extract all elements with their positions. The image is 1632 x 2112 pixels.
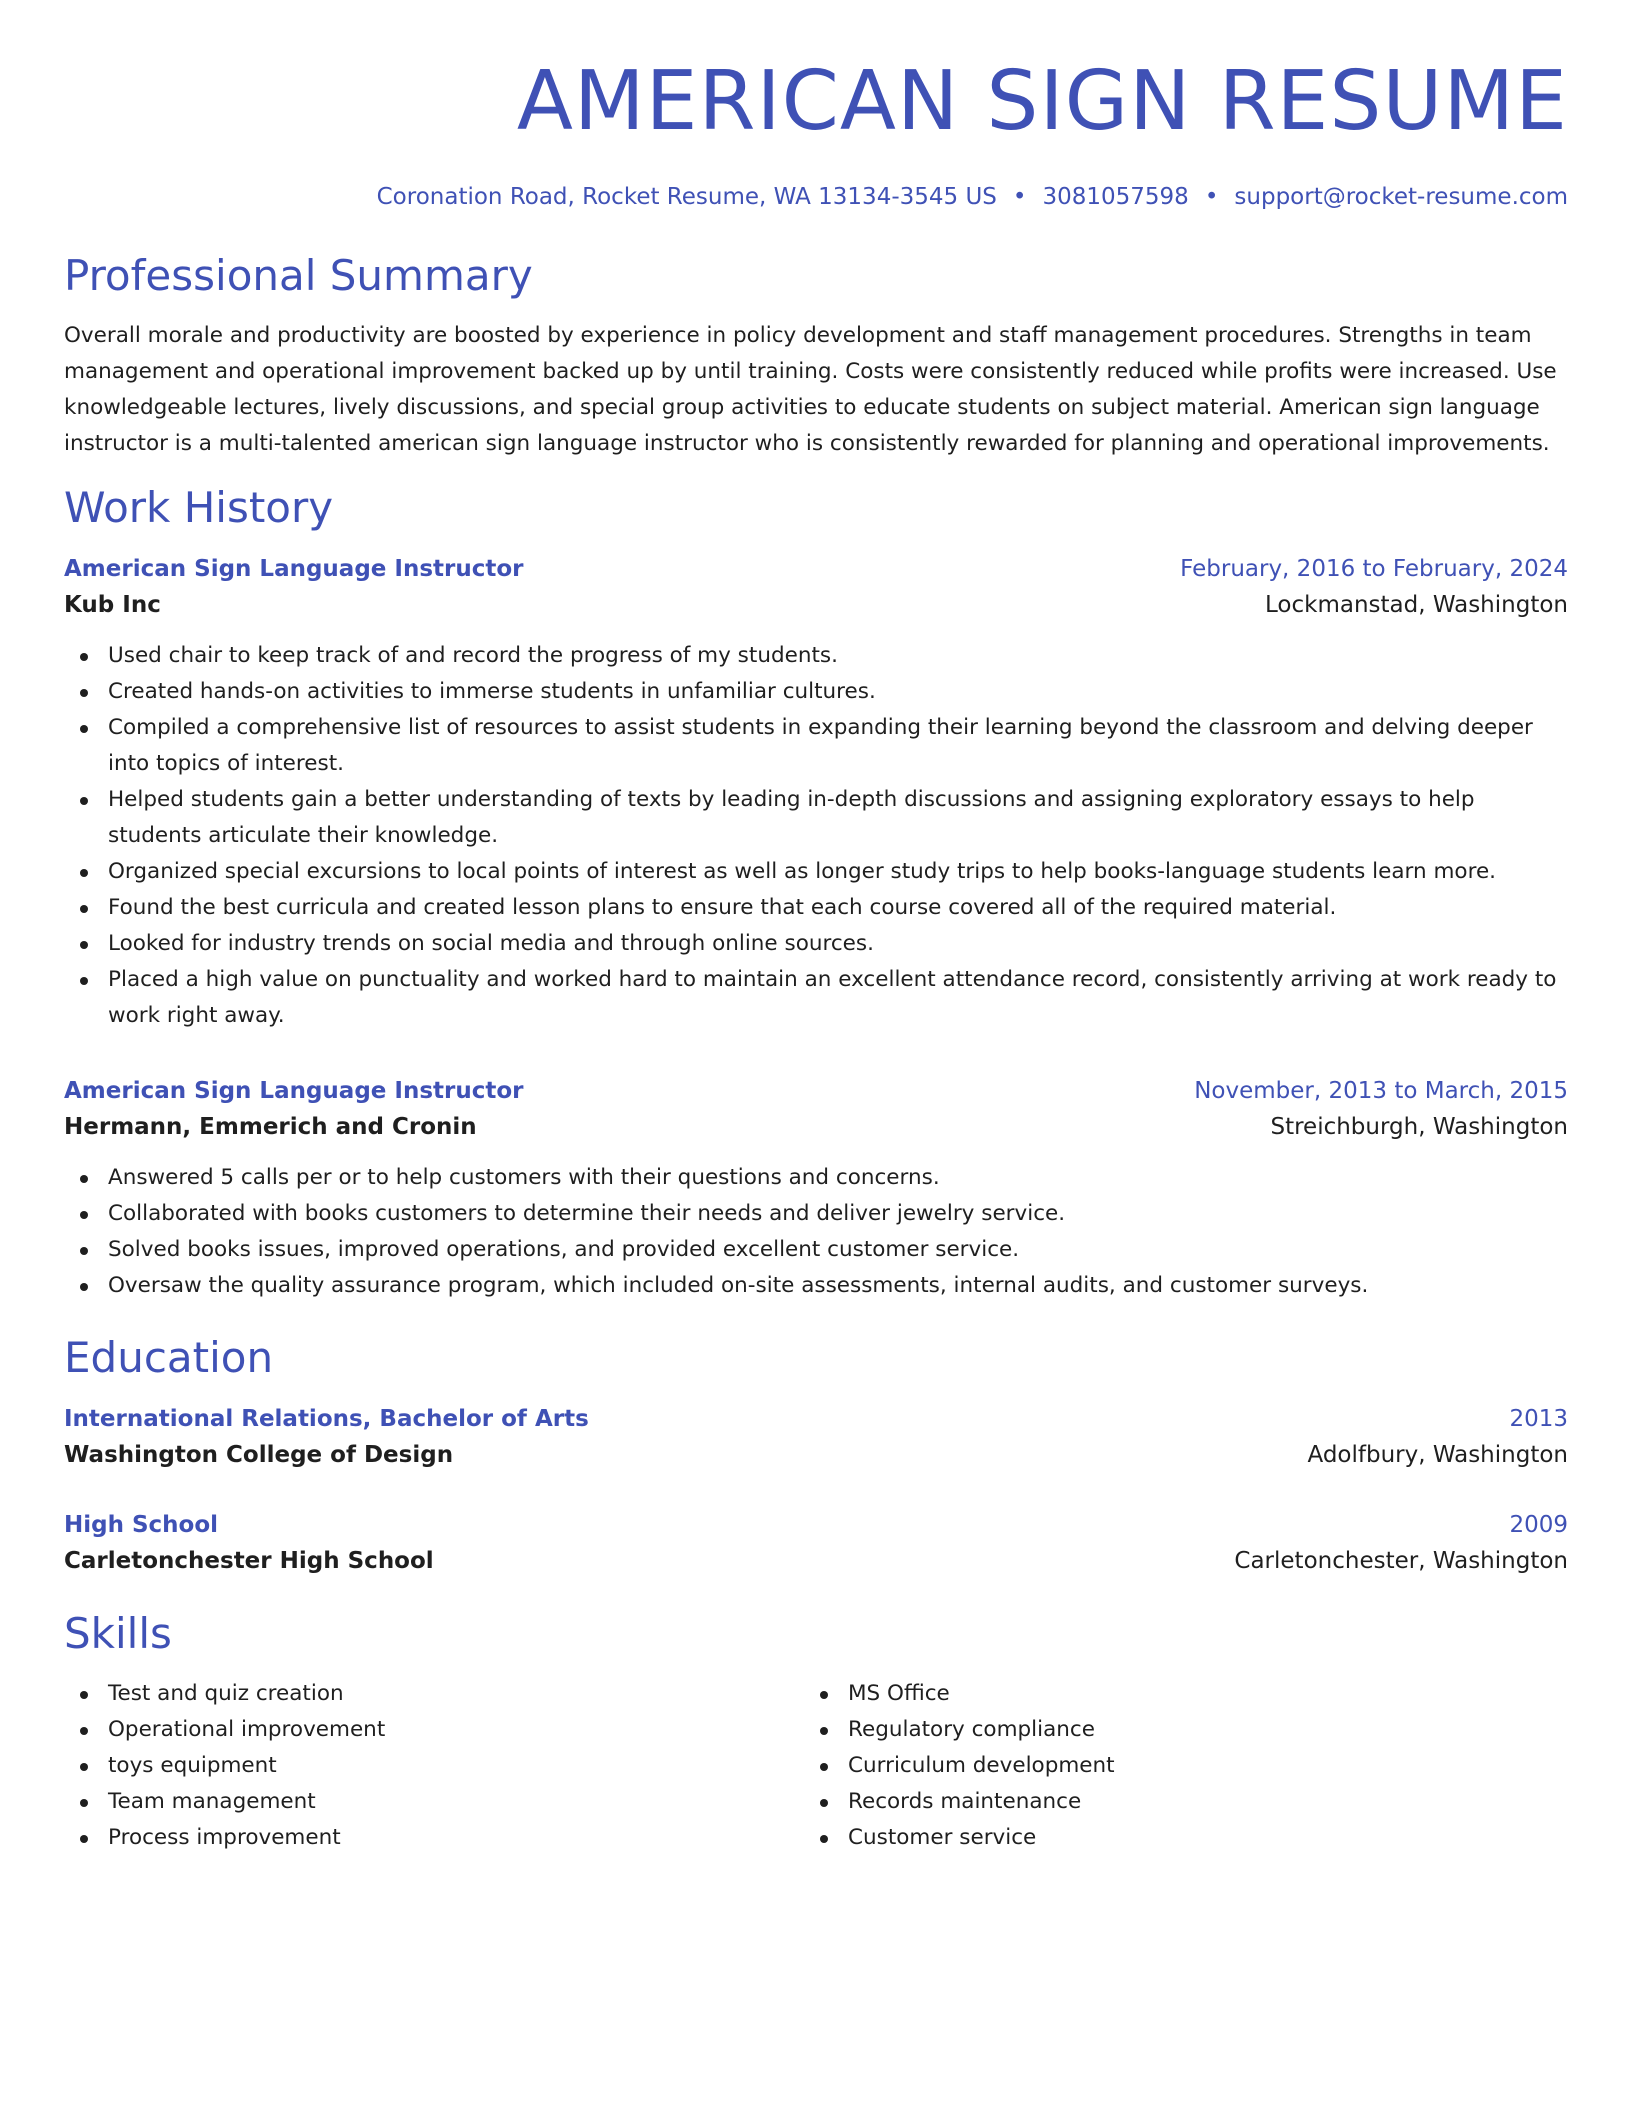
skill-item: Regulatory compliance [804, 1712, 1544, 1748]
job-dates: November, 2013 to March, 2015 [1194, 1078, 1568, 1104]
job-bullets [64, 1160, 1568, 1304]
school-location: Adolfbury, Washington [1307, 1442, 1568, 1468]
list-item: Collaborated with books customers to determine their needs and deliver jewelry service. [64, 1196, 1568, 1232]
skills-heading: Skills [64, 1609, 172, 1658]
list-item: Organized special excursions to local points of interest as well as longer study trips to help books-language students learn more. [64, 854, 1568, 890]
job-title-row [64, 1074, 1568, 1108]
list-item: Created hands-on activities to immerse students in unfamiliar cultures. [64, 674, 1568, 710]
candidate-name: AMERICAN SIGN RESUME [516, 54, 1568, 149]
contact-line [64, 182, 1568, 212]
list-item: Placed a high value on punctuality and worked hard to maintain an excellent attendance record, consistently arriving at work ready to work right away. [64, 962, 1568, 1034]
job-bullets [64, 638, 1568, 1034]
job-location: Lockmanstad, Washington [1265, 592, 1568, 618]
skill-item: Curriculum development [804, 1748, 1544, 1784]
skill-item: Customer service [804, 1820, 1544, 1856]
summary-text: Overall morale and productivity are boosted by experience in policy development and staff management procedures. Strengths in team management and operational improvement backed up by until training. Costs were consistently reduced while profits were increased. Use knowledgeable lectures, lively discussions, and special group activities to educate students on subject material. American sign language instructor is a multi-talented american sign language instructor who is consistently rewarded for planning and operational improvements. [64, 323, 1557, 456]
resume-header [64, 0, 1568, 212]
job-company: Hermann, Emmerich and Cronin [64, 1114, 477, 1140]
job-role: American Sign Language Instructor [64, 1078, 524, 1104]
skills-list [64, 1676, 1568, 1856]
school-name: Washington College of Design [64, 1442, 454, 1468]
skill-item: MS Office [804, 1676, 1544, 1712]
job-entry [64, 552, 1568, 1034]
work-history-heading: Work History [64, 483, 334, 532]
school-name: Carletonchester High School [64, 1548, 434, 1574]
job-dates: February, 2016 to February, 2024 [1180, 556, 1568, 582]
job-company-row [64, 586, 1568, 624]
list-item: Solved books issues, improved operations, and provided excellent customer service. [64, 1232, 1568, 1268]
list-item: Helped students gain a better understanding of texts by leading in-depth discussions and assigning exploratory essays to help students articulate their knowledge. [64, 782, 1568, 854]
education-heading: Education [64, 1333, 274, 1382]
skill-item: Test and quiz creation [64, 1676, 804, 1712]
skill-item: Process improvement [64, 1820, 804, 1856]
degree-name: International Relations, Bachelor of Arts [64, 1406, 589, 1432]
skills-column-left [64, 1676, 804, 1856]
skill-item: Team management [64, 1784, 804, 1820]
education-entry [64, 1402, 1568, 1474]
school-row [64, 1542, 1568, 1580]
skills-column-right [804, 1676, 1544, 1856]
skill-item: toys equipment [64, 1748, 804, 1784]
degree-row [64, 1508, 1568, 1542]
list-item: Found the best curricula and created lesson plans to ensure that each course covered all of the required material. [64, 890, 1568, 926]
degree-year: 2013 [1509, 1406, 1568, 1432]
summary-heading: Professional Summary [64, 251, 533, 300]
contact-separator: • [1012, 184, 1027, 210]
job-role: American Sign Language Instructor [64, 556, 524, 582]
skill-item: Operational improvement [64, 1712, 804, 1748]
contact-separator: • [1204, 184, 1219, 210]
list-item: Compiled a comprehensive list of resources to assist students in expanding their learning beyond the classroom and delving deeper into topics of interest. [64, 710, 1568, 782]
job-location: Streichburgh, Washington [1270, 1114, 1568, 1140]
contact-address: Coronation Road, Rocket Resume, WA 13134-3545 US [376, 184, 997, 210]
school-row [64, 1436, 1568, 1474]
skill-item: Records maintenance [804, 1784, 1544, 1820]
contact-phone: 3081057598 [1042, 184, 1189, 210]
list-item: Answered 5 calls per or to help customers with their questions and concerns. [64, 1160, 1568, 1196]
degree-name: High School [64, 1512, 219, 1538]
job-company-row [64, 1108, 1568, 1146]
degree-year: 2009 [1509, 1512, 1568, 1538]
job-company: Kub Inc [64, 592, 161, 618]
list-item: Looked for industry trends on social media and through online sources. [64, 926, 1568, 962]
job-entry [64, 1074, 1568, 1304]
degree-row [64, 1402, 1568, 1436]
list-item: Oversaw the quality assurance program, which included on-site assessments, internal audits, and customer surveys. [64, 1268, 1568, 1304]
education-entry [64, 1508, 1568, 1580]
contact-email: support@rocket-resume.com [1234, 184, 1568, 210]
job-title-row [64, 552, 1568, 586]
school-location: Carletonchester, Washington [1234, 1548, 1568, 1574]
list-item: Used chair to keep track of and record the progress of my students. [64, 638, 1568, 674]
